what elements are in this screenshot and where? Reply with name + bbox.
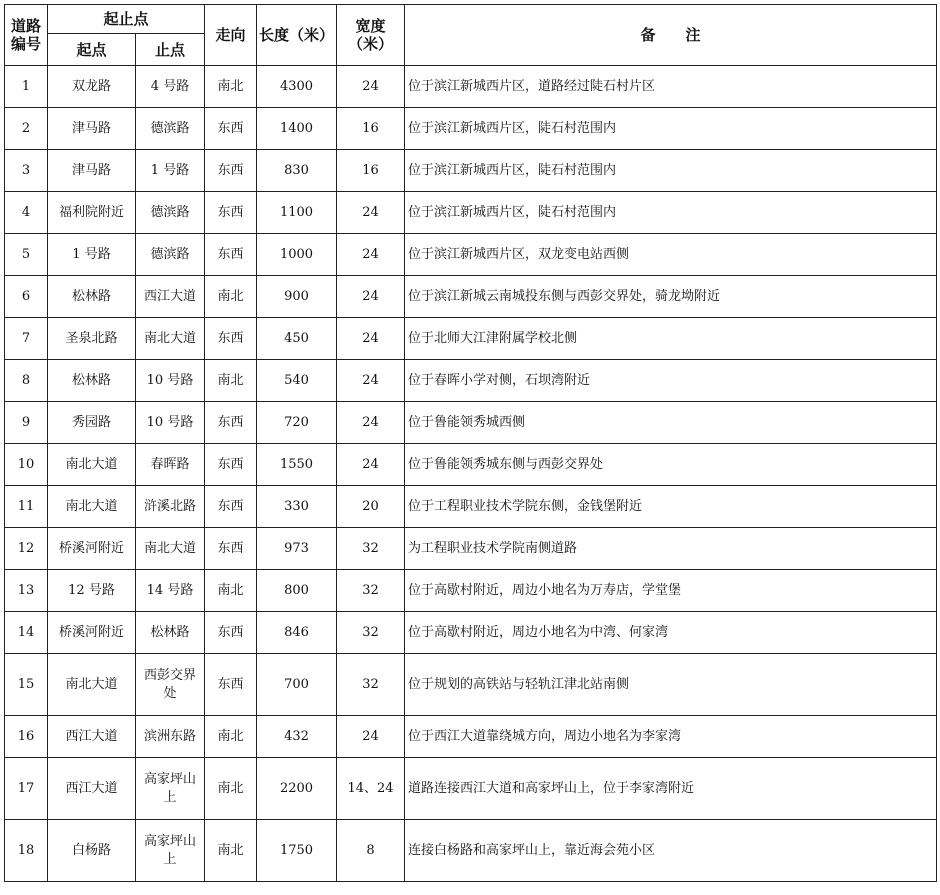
cell-start: 松林路 [48,276,136,318]
width-header: 宽度 （米） [337,5,405,66]
cell-direction: 南北 [205,570,257,612]
cell-length: 700 [257,654,337,716]
cell-direction: 东西 [205,654,257,716]
cell-start: 桥溪河附近 [48,528,136,570]
cell-end: 高家坪山 上 [136,820,205,882]
table-row [5,192,937,234]
cell-width: 24 [337,360,405,402]
cell-no: 16 [5,716,48,758]
cell-length: 1750 [257,820,337,882]
note-header: 备 注 [405,5,937,66]
cell-length: 846 [257,612,337,654]
cell-direction: 东西 [205,402,257,444]
cell-length: 1100 [257,192,337,234]
cell-start: 松林路 [48,360,136,402]
cell-note: 位于鲁能领秀城西侧 [405,402,937,444]
cell-note: 位于鲁能领秀城东侧与西彭交界处 [405,444,937,486]
cell-length: 432 [257,716,337,758]
table-row [5,108,937,150]
start-header: 起点 [48,34,136,66]
cell-end: 西江大道 [136,276,205,318]
table-row [5,360,937,402]
cell-note: 位于滨江新城西片区，陡石村范围内 [405,150,937,192]
table-row [5,318,937,360]
length-header: 长度（米） [257,5,337,66]
cell-width: 24 [337,318,405,360]
cell-width: 32 [337,654,405,716]
road-no-header: 道路 编号 [5,5,48,66]
cell-end: 南北大道 [136,318,205,360]
cell-end: 1 号路 [136,150,205,192]
cell-end: 10 号路 [136,402,205,444]
cell-direction: 东西 [205,528,257,570]
cell-width: 32 [337,528,405,570]
cell-width: 24 [337,444,405,486]
cell-note: 位于滨江新城西片区，陡石村范围内 [405,108,937,150]
table-row [5,612,937,654]
cell-direction: 南北 [205,758,257,820]
cell-end: 德滨路 [136,192,205,234]
cell-length: 973 [257,528,337,570]
table-row [5,716,937,758]
cell-start: 西江大道 [48,716,136,758]
cell-width: 8 [337,820,405,882]
table-row [5,758,937,820]
cell-length: 1400 [257,108,337,150]
cell-length: 540 [257,360,337,402]
cell-width: 16 [337,108,405,150]
cell-start: 桥溪河附近 [48,612,136,654]
cell-start: 津马路 [48,108,136,150]
cell-note: 位于高歇村附近，周边小地名为中湾、何家湾 [405,612,937,654]
cell-note: 位于滨江新城西片区，道路经过陡石村片区 [405,66,937,108]
cell-width: 24 [337,402,405,444]
table-row [5,66,937,108]
cell-start: 津马路 [48,150,136,192]
table-row [5,528,937,570]
cell-end: 松林路 [136,612,205,654]
cell-note: 位于北师大江津附属学校北侧 [405,318,937,360]
cell-no: 12 [5,528,48,570]
cell-direction: 东西 [205,150,257,192]
table-row [5,276,937,318]
cell-note: 道路连接西江大道和高家坪山上，位于李家湾附近 [405,758,937,820]
cell-no: 15 [5,654,48,716]
start-end-header: 起止点 [48,5,205,34]
cell-length: 900 [257,276,337,318]
cell-no: 18 [5,820,48,882]
table-row [5,234,937,276]
cell-note: 位于滨江新城云南城投东侧与西彭交界处，骑龙坳附近 [405,276,937,318]
table-row [5,150,937,192]
cell-start: 南北大道 [48,444,136,486]
cell-direction: 东西 [205,486,257,528]
cell-no: 1 [5,66,48,108]
cell-start: 12 号路 [48,570,136,612]
direction-header: 走向 [205,5,257,66]
cell-direction: 南北 [205,820,257,882]
cell-end: 南北大道 [136,528,205,570]
cell-end: 浒溪北路 [136,486,205,528]
cell-no: 11 [5,486,48,528]
cell-no: 10 [5,444,48,486]
cell-start: 1 号路 [48,234,136,276]
cell-direction: 东西 [205,234,257,276]
cell-note: 位于滨江新城西片区，陡石村范围内 [405,192,937,234]
table-row [5,570,937,612]
cell-start: 西江大道 [48,758,136,820]
cell-start: 南北大道 [48,654,136,716]
end-header: 止点 [136,34,205,66]
cell-note: 连接白杨路和高家坪山上，靠近海会苑小区 [405,820,937,882]
cell-no: 14 [5,612,48,654]
cell-note: 位于高歇村附近，周边小地名为万寿店，学堂堡 [405,570,937,612]
cell-start: 福利院附近 [48,192,136,234]
cell-end: 春晖路 [136,444,205,486]
cell-width: 32 [337,612,405,654]
cell-width: 24 [337,276,405,318]
table-row [5,486,937,528]
cell-length: 720 [257,402,337,444]
cell-note: 位于滨江新城西片区，双龙变电站西侧 [405,234,937,276]
cell-note: 位于工程职业技术学院东侧，金钱堡附近 [405,486,937,528]
cell-no: 4 [5,192,48,234]
cell-length: 330 [257,486,337,528]
cell-width: 32 [337,570,405,612]
cell-direction: 东西 [205,444,257,486]
cell-length: 1550 [257,444,337,486]
cell-direction: 南北 [205,716,257,758]
cell-end: 10 号路 [136,360,205,402]
table-row [5,820,937,882]
cell-note: 位于西江大道靠绕城方向，周边小地名为李家湾 [405,716,937,758]
cell-end: 高家坪山 上 [136,758,205,820]
cell-width: 24 [337,192,405,234]
cell-no: 9 [5,402,48,444]
cell-end: 滨洲东路 [136,716,205,758]
cell-width: 16 [337,150,405,192]
cell-direction: 南北 [205,66,257,108]
cell-no: 3 [5,150,48,192]
cell-start: 秀园路 [48,402,136,444]
cell-start: 圣泉北路 [48,318,136,360]
cell-width: 24 [337,716,405,758]
cell-no: 13 [5,570,48,612]
cell-start: 双龙路 [48,66,136,108]
cell-length: 1000 [257,234,337,276]
cell-start: 南北大道 [48,486,136,528]
cell-width: 24 [337,66,405,108]
cell-no: 6 [5,276,48,318]
cell-start: 白杨路 [48,820,136,882]
cell-no: 7 [5,318,48,360]
cell-width: 24 [337,234,405,276]
cell-length: 4300 [257,66,337,108]
cell-direction: 南北 [205,360,257,402]
cell-note: 位于春晖小学对侧，石坝湾附近 [405,360,937,402]
cell-width: 20 [337,486,405,528]
cell-end: 西彭交界 处 [136,654,205,716]
cell-length: 800 [257,570,337,612]
cell-length: 450 [257,318,337,360]
cell-end: 德滨路 [136,234,205,276]
cell-note: 位于规划的高铁站与轻轨江津北站南侧 [405,654,937,716]
cell-end: 4 号路 [136,66,205,108]
cell-length: 2200 [257,758,337,820]
table-row [5,402,937,444]
cell-no: 8 [5,360,48,402]
table-row [5,654,937,716]
cell-width: 14、24 [337,758,405,820]
table-row [5,444,937,486]
cell-direction: 东西 [205,318,257,360]
cell-direction: 东西 [205,192,257,234]
cell-end: 14 号路 [136,570,205,612]
road-table [4,4,937,882]
cell-direction: 东西 [205,612,257,654]
cell-note: 为工程职业技术学院南侧道路 [405,528,937,570]
cell-direction: 东西 [205,108,257,150]
cell-direction: 南北 [205,276,257,318]
cell-length: 830 [257,150,337,192]
cell-no: 2 [5,108,48,150]
cell-no: 5 [5,234,48,276]
cell-end: 德滨路 [136,108,205,150]
cell-no: 17 [5,758,48,820]
